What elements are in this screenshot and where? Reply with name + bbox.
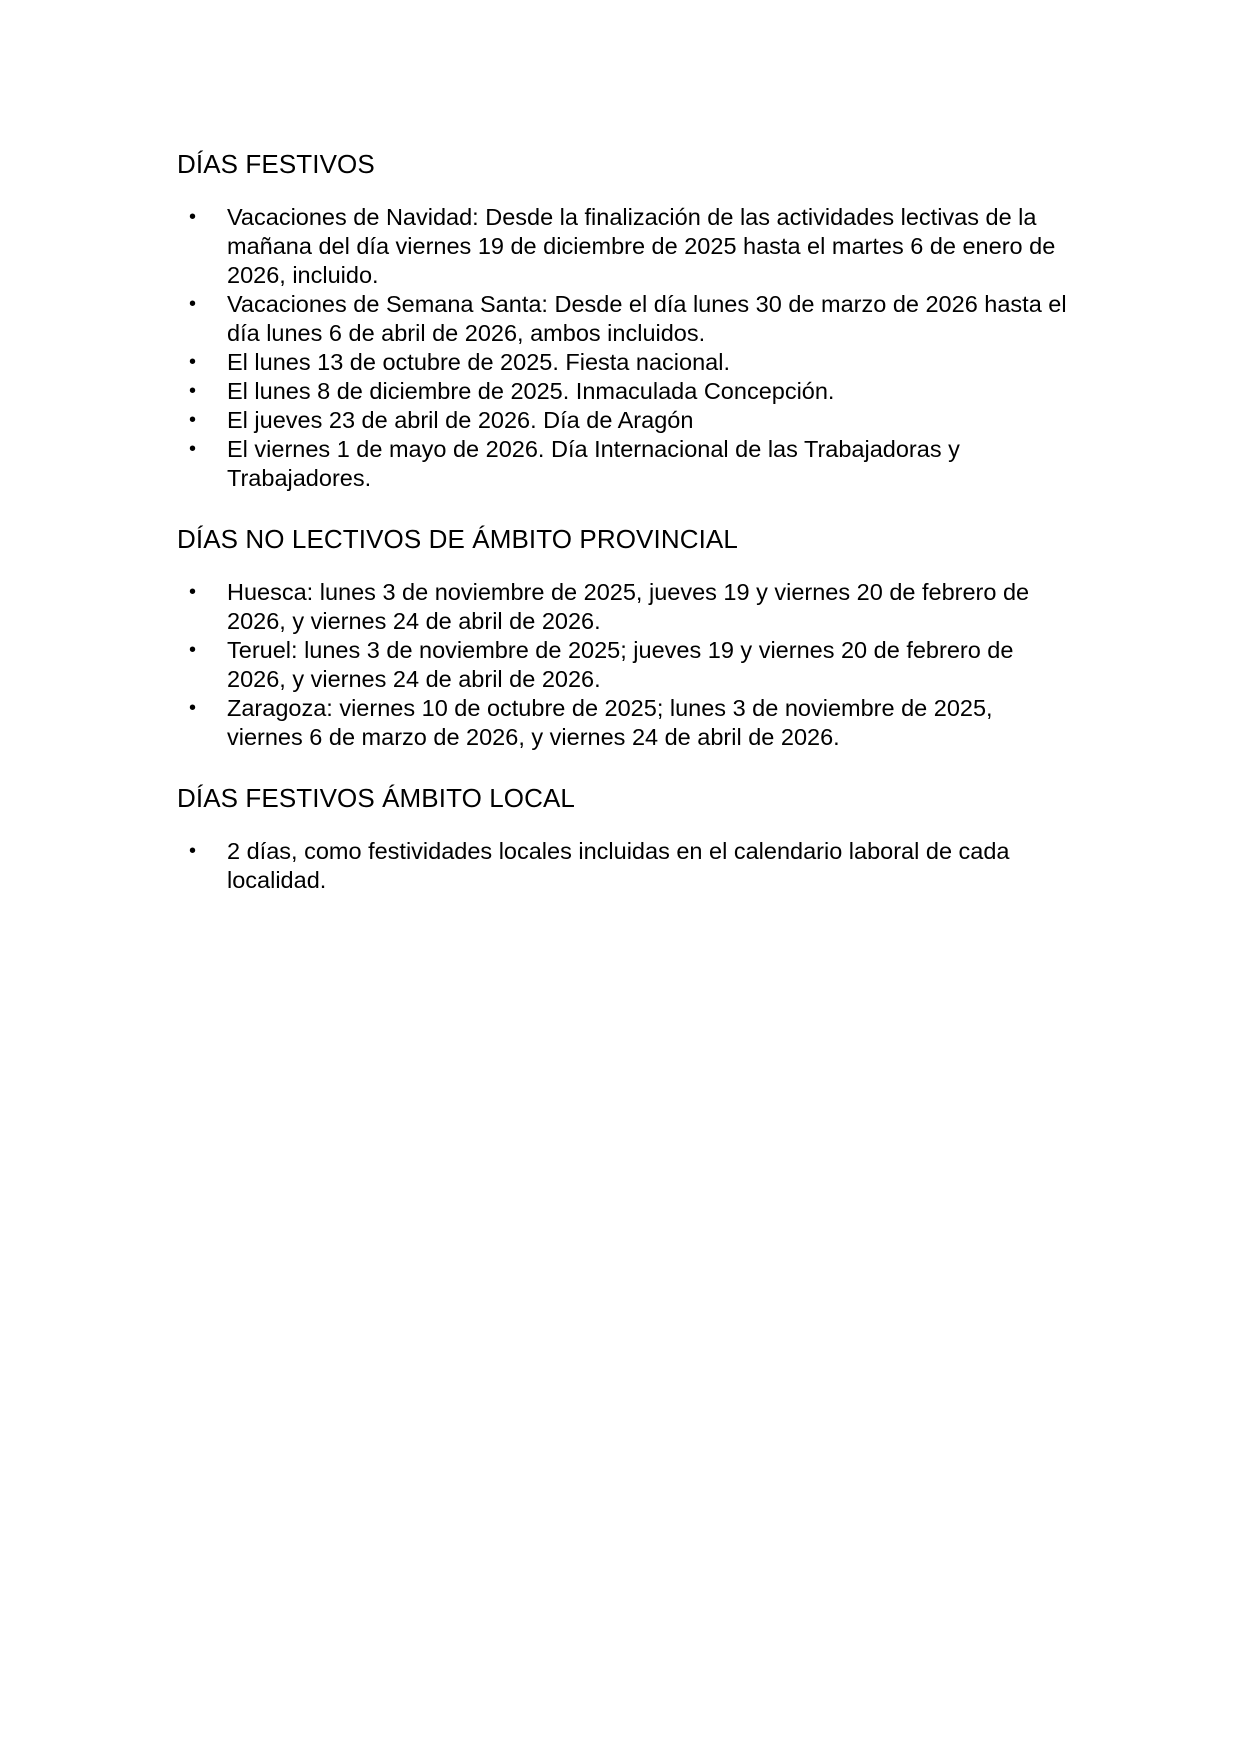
document-page: [177, 145, 1077, 895]
list-item-text: 2 días, como festividades locales incluidas en el calendario laboral de cada localidad.: [227, 838, 1010, 893]
list-item-text: El lunes 13 de octubre de 2025. Fiesta nacional.: [227, 349, 730, 375]
list-dias-festivos-local: [177, 837, 1077, 895]
section-title-dias-no-lectivos-provincial: DÍAS NO LECTIVOS DE ÁMBITO PROVINCIAL: [177, 524, 738, 554]
list-item: [177, 290, 1073, 348]
bullet-icon: •: [189, 840, 197, 862]
bullet-icon: •: [189, 380, 197, 402]
bullet-icon: •: [189, 351, 197, 373]
bullet-icon: •: [189, 639, 197, 661]
list-item: [177, 435, 1073, 493]
bullet-icon: •: [189, 206, 197, 228]
section-title-dias-festivos: DÍAS FESTIVOS: [177, 149, 375, 179]
list-item: [177, 694, 1073, 752]
list-item: [177, 377, 1073, 406]
section-title-dias-festivos-local: DÍAS FESTIVOS ÁMBITO LOCAL: [177, 783, 575, 813]
list-item-text: El lunes 8 de diciembre de 2025. Inmaculada Concepción.: [227, 378, 835, 404]
list-item: [177, 203, 1073, 290]
list-dias-no-lectivos-provincial: [177, 578, 1077, 752]
list-item: [177, 636, 1073, 694]
list-item-text: Zaragoza: viernes 10 de octubre de 2025; lunes 3 de noviembre de 2025, viernes 6 de marzo de 2026, y viernes 24 de abril de 2026.: [227, 695, 993, 750]
bullet-icon: •: [189, 438, 197, 460]
bullet-icon: •: [189, 697, 197, 719]
list-item: [177, 348, 1073, 377]
list-item: [177, 837, 1073, 895]
list-item-text: Huesca: lunes 3 de noviembre de 2025, jueves 19 y viernes 20 de febrero de 2026, y viernes 24 de abril de 2026.: [227, 579, 1030, 634]
bullet-icon: •: [189, 581, 197, 603]
bullet-icon: •: [189, 293, 197, 315]
list-item-text: Vacaciones de Navidad: Desde la finalización de las actividades lectivas de la mañana del día viernes 19 de diciembre de 2025 hasta el martes 6 de enero de 2026, incluido.: [227, 204, 1056, 288]
bullet-icon: •: [189, 409, 197, 431]
list-item-text: El viernes 1 de mayo de 2026. Día Internacional de las Trabajadoras y Trabajadores.: [227, 436, 960, 491]
list-item-text: Vacaciones de Semana Santa: Desde el día lunes 30 de marzo de 2026 hasta el día lunes 6 de abril de 2026, ambos incluidos.: [227, 291, 1067, 346]
list-item-text: El jueves 23 de abril de 2026. Día de Aragón: [227, 407, 694, 433]
list-item: [177, 578, 1073, 636]
list-item-text: Teruel: lunes 3 de noviembre de 2025; jueves 19 y viernes 20 de febrero de 2026, y viernes 24 de abril de 2026.: [227, 637, 1014, 692]
list-item: [177, 406, 1073, 435]
list-dias-festivos: [177, 203, 1077, 493]
